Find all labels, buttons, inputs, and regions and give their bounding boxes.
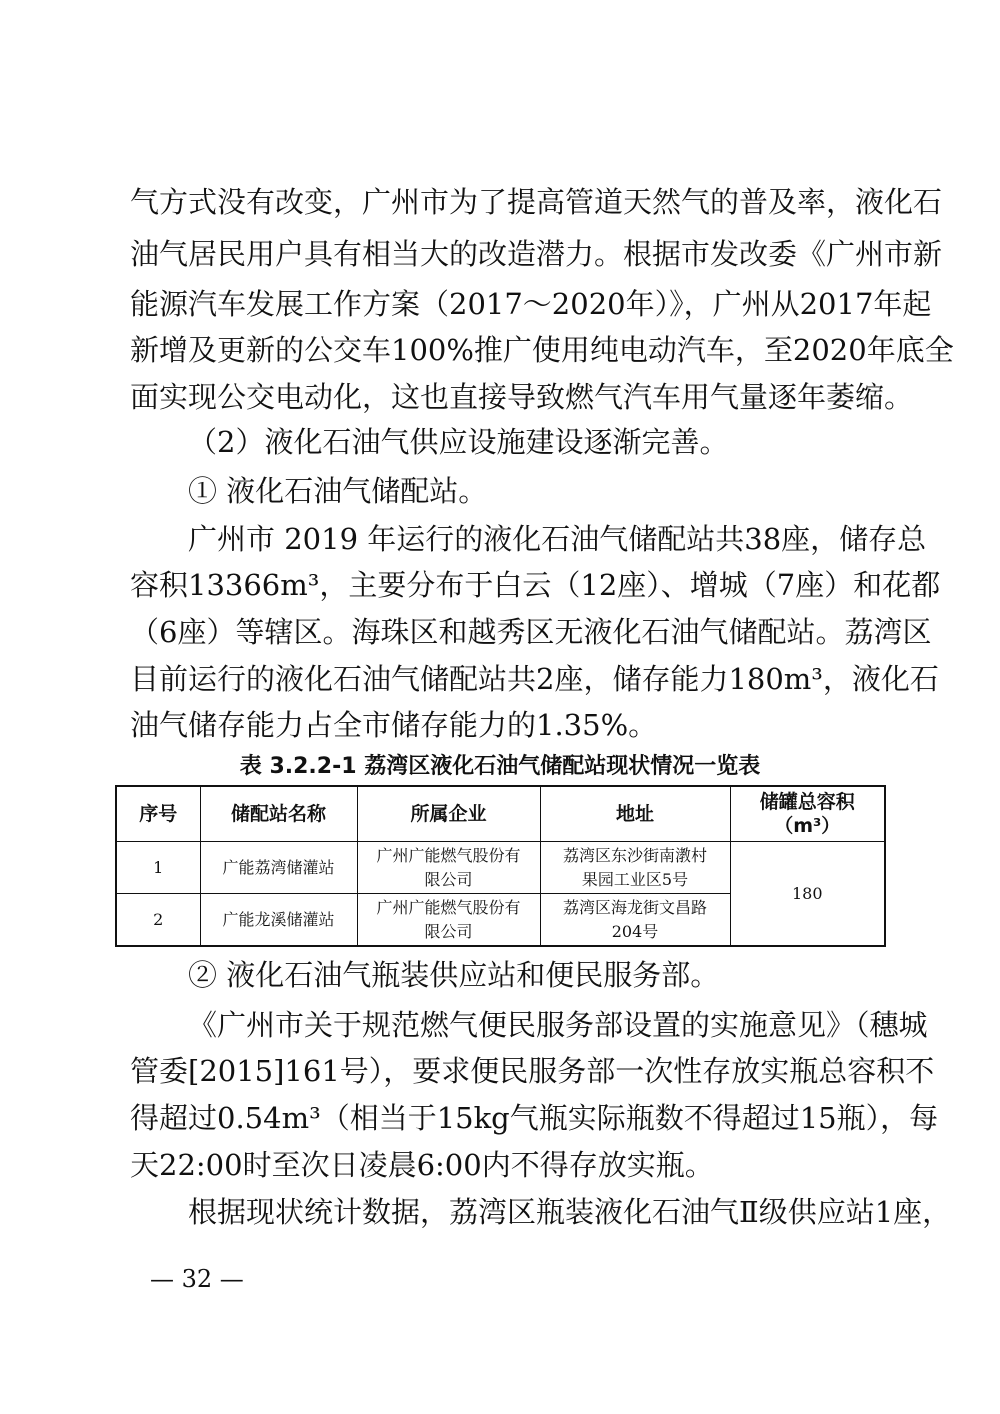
cell-name: 广能龙溪储灌站 — [200, 894, 357, 947]
column-header — [730, 786, 885, 842]
section-heading: （2）液化石油气供应设施建设逐渐完善。 — [188, 425, 729, 459]
cell-total-capacity: 180 — [730, 842, 885, 947]
cell-line: 204号 — [611, 921, 659, 941]
body-text-line: 《广州市关于规范燃气便民服务部设置的实施意见》（穗城 — [188, 1008, 928, 1042]
body-text-line: 油气储存能力占全市储存能力的1.35%。 — [130, 708, 658, 742]
column-header: 所属企业 — [357, 786, 540, 842]
body-text-line: 容积13366m³，主要分布于白云（12座）、增城（7座）和花都 — [130, 568, 941, 602]
body-text-line: 气方式没有改变，广州市为了提高管道天然气的普及率，液化石 — [130, 185, 943, 219]
cell-line: 荔湾区东沙街南漖村 — [562, 845, 707, 865]
cell-no: 1 — [116, 842, 200, 894]
table-caption: 表 3.2.2-1 荔湾区液化石油气储配站现状情况一览表 — [239, 754, 761, 779]
cell-no: 2 — [116, 894, 200, 947]
cell-line: 荔湾区海龙街文昌路 — [562, 897, 707, 917]
header-unit: （m³） — [774, 815, 841, 837]
column-header: 储配站名称 — [200, 786, 357, 842]
body-text-line: 油气居民用户具有相当大的改造潜力。根据市发改委《广州市新 — [130, 237, 943, 271]
item-heading: ② 液化石油气瓶装供应站和便民服务部。 — [188, 958, 720, 992]
body-text-line: 能源汽车发展工作方案（2017～2020年）》，广州从2017年起 — [130, 287, 932, 321]
body-text-line: 广州市 2019 年运行的液化石油气储配站共38座，储存总 — [188, 522, 927, 556]
body-text-line: 新增及更新的公交车100%推广使用纯电动汽车，至2020年底全 — [130, 333, 954, 367]
body-text-line: 面实现公交电动化，这也直接导致燃气汽车用气量逐年萎缩。 — [130, 380, 914, 414]
cell-company — [357, 842, 540, 894]
column-header: 序号 — [116, 786, 200, 842]
cell-address — [540, 842, 730, 894]
table-row — [116, 842, 885, 894]
body-text-line: 得超过0.54m³（相当于15kg气瓶实际瓶数不得超过15瓶），每 — [130, 1101, 939, 1135]
cell-line: 广州广能燃气股份有 — [376, 845, 521, 865]
body-text-line: 天22:00时至次日凌晨6:00内不得存放实瓶。 — [130, 1148, 714, 1182]
page-number: — 32 — — [150, 1265, 244, 1293]
column-header: 地址 — [540, 786, 730, 842]
item-heading: ① 液化石油气储配站。 — [188, 474, 488, 508]
cell-name: 广能荔湾储灌站 — [200, 842, 357, 894]
cell-line: 限公司 — [424, 921, 473, 941]
header-line: 储罐总容积 — [759, 791, 855, 813]
body-text-line: （6座）等辖区。海珠区和越秀区无液化石油气储配站。荔湾区 — [130, 615, 932, 649]
cell-line: 广州广能燃气股份有 — [376, 897, 521, 917]
body-text-line: 管委[2015]161号），要求便民服务部一次性存放实瓶总容积不 — [130, 1054, 935, 1088]
cell-company — [357, 894, 540, 947]
body-text-line: 根据现状统计数据，荔湾区瓶装液化石油气Ⅱ级供应站1座， — [188, 1195, 952, 1229]
body-text-line: 目前运行的液化石油气储配站共2座，储存能力180m³，液化石 — [130, 662, 939, 696]
cell-line: 限公司 — [424, 869, 473, 889]
storage-station-table — [115, 785, 886, 947]
cell-line: 果园工业区5号 — [581, 869, 689, 889]
table-header-row — [116, 786, 885, 842]
cell-address — [540, 894, 730, 947]
